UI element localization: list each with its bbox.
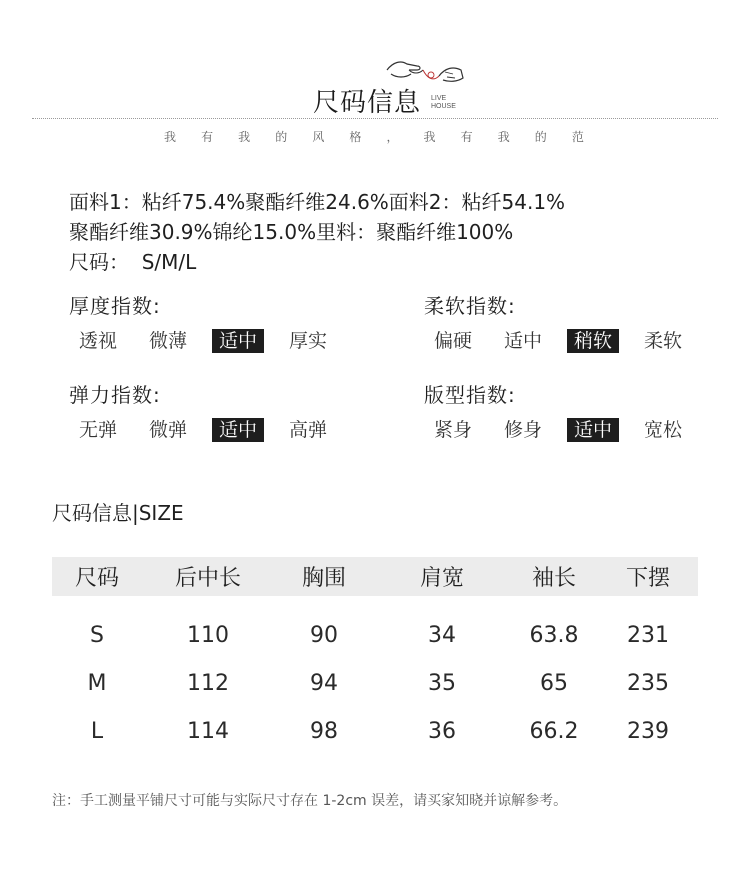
slogan-char: 范	[571, 130, 584, 144]
slogan-char: 我	[423, 130, 436, 144]
index-option: 高弹	[289, 419, 328, 441]
table-cell: M	[87, 670, 107, 696]
table-cell: 231	[627, 622, 669, 648]
table-header-cell: 尺码	[74, 566, 119, 591]
index-option: 厚实	[289, 330, 328, 352]
index-option: 微薄	[149, 330, 188, 352]
softness-index	[424, 290, 704, 353]
index-option: 适中	[504, 330, 543, 352]
table-cell: L	[90, 718, 104, 744]
table-row	[52, 707, 698, 755]
table-row	[52, 611, 698, 659]
table-cell: 94	[310, 670, 338, 696]
table-cell: 35	[428, 670, 456, 696]
size-range: 尺码： S/M/L	[69, 250, 197, 274]
slogan-char: 我	[238, 130, 251, 144]
header	[0, 0, 750, 150]
table-cell: 63.8	[529, 622, 579, 648]
table-cell: 65	[540, 670, 568, 696]
index-option: 微弹	[149, 419, 188, 441]
index-option: 紧身	[434, 419, 473, 441]
index-option-selected: 稍软	[564, 329, 634, 353]
slogan-char: 有	[201, 130, 214, 144]
table-row	[52, 659, 698, 707]
table-cell: 90	[310, 622, 338, 648]
index-title: 弹力指数:	[69, 383, 161, 407]
index-option: 柔软	[644, 330, 683, 352]
slogan-char: 的	[534, 130, 547, 144]
table-header-cell: 下摆	[625, 566, 670, 591]
slogan	[164, 128, 584, 145]
index-option-selected: 适中	[564, 418, 634, 442]
index-title: 厚度指数:	[69, 294, 161, 318]
table-cell: 36	[428, 718, 456, 744]
size-section-heading: 尺码信息|SIZE	[52, 501, 184, 525]
table-header-cell: 后中长	[174, 566, 241, 591]
slogan-char: 我	[164, 130, 177, 144]
table-cell: 235	[627, 670, 669, 696]
slogan-char: 有	[460, 130, 473, 144]
slogan-char: 我	[497, 130, 510, 144]
table-cell: S	[90, 622, 104, 648]
table-header-cell: 胸围	[301, 566, 346, 591]
size-table	[52, 557, 698, 755]
logo-text: LIVE HOUSE	[431, 95, 456, 110]
table-header-cell: 袖长	[531, 566, 576, 591]
table-cell: 114	[187, 718, 229, 744]
table-header	[52, 557, 698, 596]
index-title: 柔软指数:	[424, 294, 516, 318]
table-cell: 110	[187, 622, 229, 648]
fit-index	[424, 379, 704, 442]
slogan-char: 格	[349, 130, 362, 144]
measurement-note: 注：手工测量平铺尺寸可能与实际尺寸存在 1-2cm 误差，请买家知晓并谅解参考。	[52, 793, 568, 809]
table-header-cell: 肩宽	[419, 566, 464, 591]
fabric-line-2: 聚酯纤维30.9%锦纶15.0%里料：聚酯纤维100%	[69, 220, 514, 244]
slogan-char: 的	[275, 130, 288, 144]
table-cell: 34	[428, 622, 456, 648]
dotted-divider	[32, 118, 718, 119]
index-option: 无弹	[79, 419, 118, 441]
index-option-selected: 适中	[209, 329, 279, 353]
elasticity-index	[69, 379, 349, 442]
table-cell: 66.2	[529, 718, 579, 744]
index-title: 版型指数:	[424, 383, 516, 407]
index-option: 透视	[79, 330, 118, 352]
thickness-index	[69, 290, 349, 353]
table-cell: 112	[187, 670, 229, 696]
fabric-info	[69, 187, 565, 277]
slogan-char: 风	[312, 130, 325, 144]
index-option: 修身	[504, 419, 543, 441]
index-option: 宽松	[644, 419, 683, 441]
slogan-char: ，	[386, 130, 399, 144]
index-option-selected: 适中	[209, 418, 279, 442]
table-cell: 239	[627, 718, 669, 744]
fabric-line-1: 面料1：粘纤75.4%聚酯纤维24.6%面料2：粘纤54.1%	[69, 190, 566, 214]
page-title: 尺码信息	[313, 88, 422, 118]
table-cell: 98	[310, 718, 338, 744]
index-option: 偏硬	[434, 330, 473, 352]
